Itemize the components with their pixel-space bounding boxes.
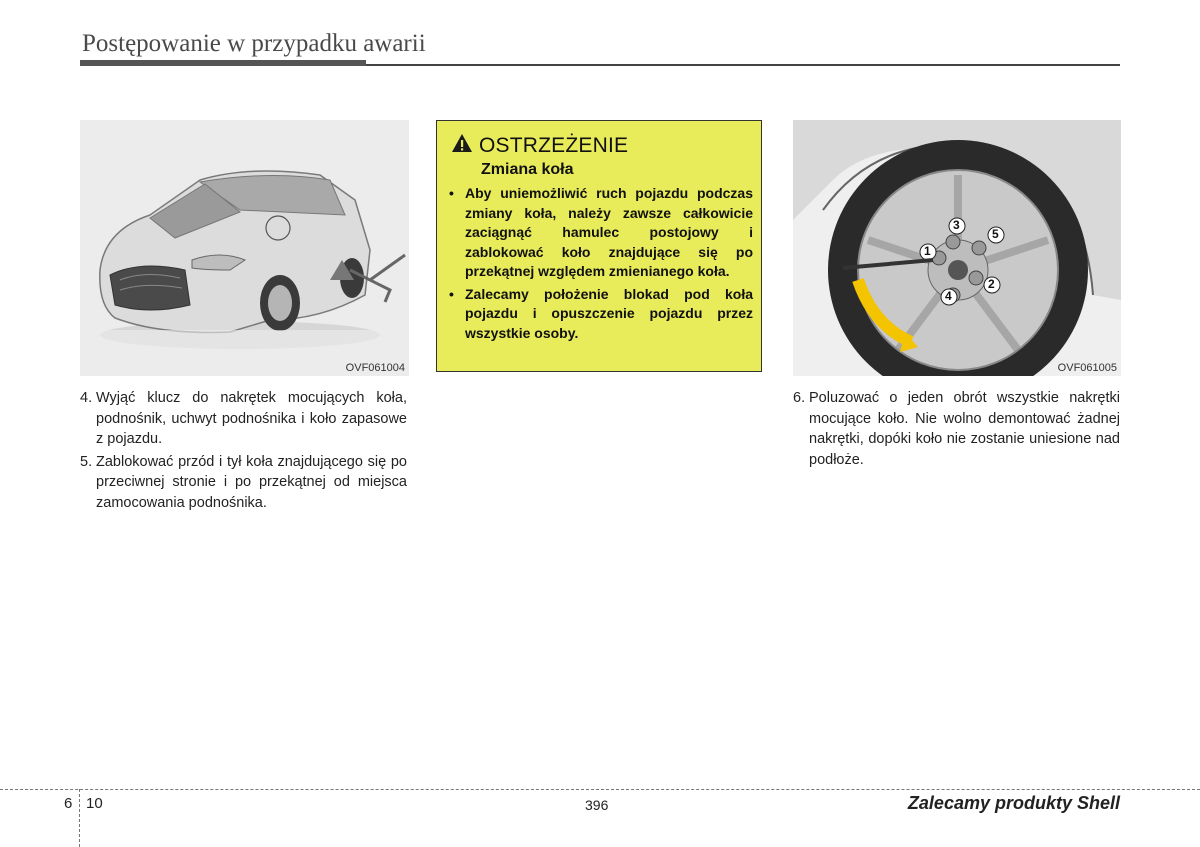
car-jack-illustration: [80, 120, 409, 376]
figure-code: OVF061005: [1057, 362, 1117, 374]
wheel-lug-nut-illustration: [793, 120, 1121, 376]
nut-label: 2: [988, 277, 995, 291]
footer-divider: [0, 789, 1200, 790]
list-item: [80, 452, 407, 514]
figure-code: OVF061004: [345, 362, 405, 374]
bullet: •: [449, 285, 454, 302]
warning-subtitle: Zmiana koła: [481, 161, 574, 178]
page-title: Postępowanie w przypadku awarii: [82, 30, 426, 57]
step-number: 6.: [793, 390, 806, 406]
list-item: [449, 184, 753, 282]
list-item: [449, 285, 753, 344]
warning-text: Zalecamy położenie blokad pod koła pojazdu i opuszczenie pojazdu przez wszystkie osoby.: [465, 285, 753, 341]
warning-box: [436, 120, 762, 372]
nut-label: 4: [945, 289, 952, 303]
chapter-page-number: 10: [86, 795, 103, 812]
header-rule: [80, 60, 366, 66]
warning-title: OSTRZEŻENIE: [479, 133, 629, 157]
page-number: 396: [585, 797, 609, 813]
warning-list: [449, 184, 753, 346]
step-text: Wyjąć klucz do nakrętek mocujących koła, podnośnik, uchwyt podnośnika i koło zapasowe z pojazdu.: [96, 390, 407, 447]
nut-label: 3: [953, 218, 960, 232]
chapter-number: 6: [64, 795, 73, 812]
warning-triangle-icon: [451, 133, 473, 158]
footer-slogan: Zalecamy produkty Shell: [907, 793, 1120, 813]
bullet: •: [449, 185, 454, 201]
warning-text: Aby uniemożliwić ruch pojazdu podczas zmiany koła, należy zawsze całkowicie zaciągnąć hamulec postojowy i zablokować koło znajdujące się po przekątnej względem zmienianego koła.: [465, 185, 753, 279]
list-item: [80, 388, 407, 450]
step-text: Poluzować o jeden obrót wszystkie nakrętki mocujące koło. Nie wolno demontować żadnej nakrętki, dopóki koło nie zostanie uniesione nad podłoże.: [809, 390, 1120, 468]
warning-header: [451, 133, 628, 158]
right-steps: [793, 388, 1120, 472]
step-text: Zablokować przód i tył koła znajdującego się po przeciwnej stronie i po przekątnej od miejsca zamocowania podnośnika.: [96, 453, 407, 511]
nut-label: 5: [992, 227, 999, 241]
step-number: 4.: [80, 390, 93, 406]
left-steps: [80, 388, 407, 515]
list-item: [793, 388, 1120, 470]
nut-label: 1: [924, 244, 931, 258]
footer-divider-vertical: [79, 789, 80, 847]
step-number: 5.: [80, 453, 93, 470]
header-rule-thin: [366, 64, 1120, 66]
